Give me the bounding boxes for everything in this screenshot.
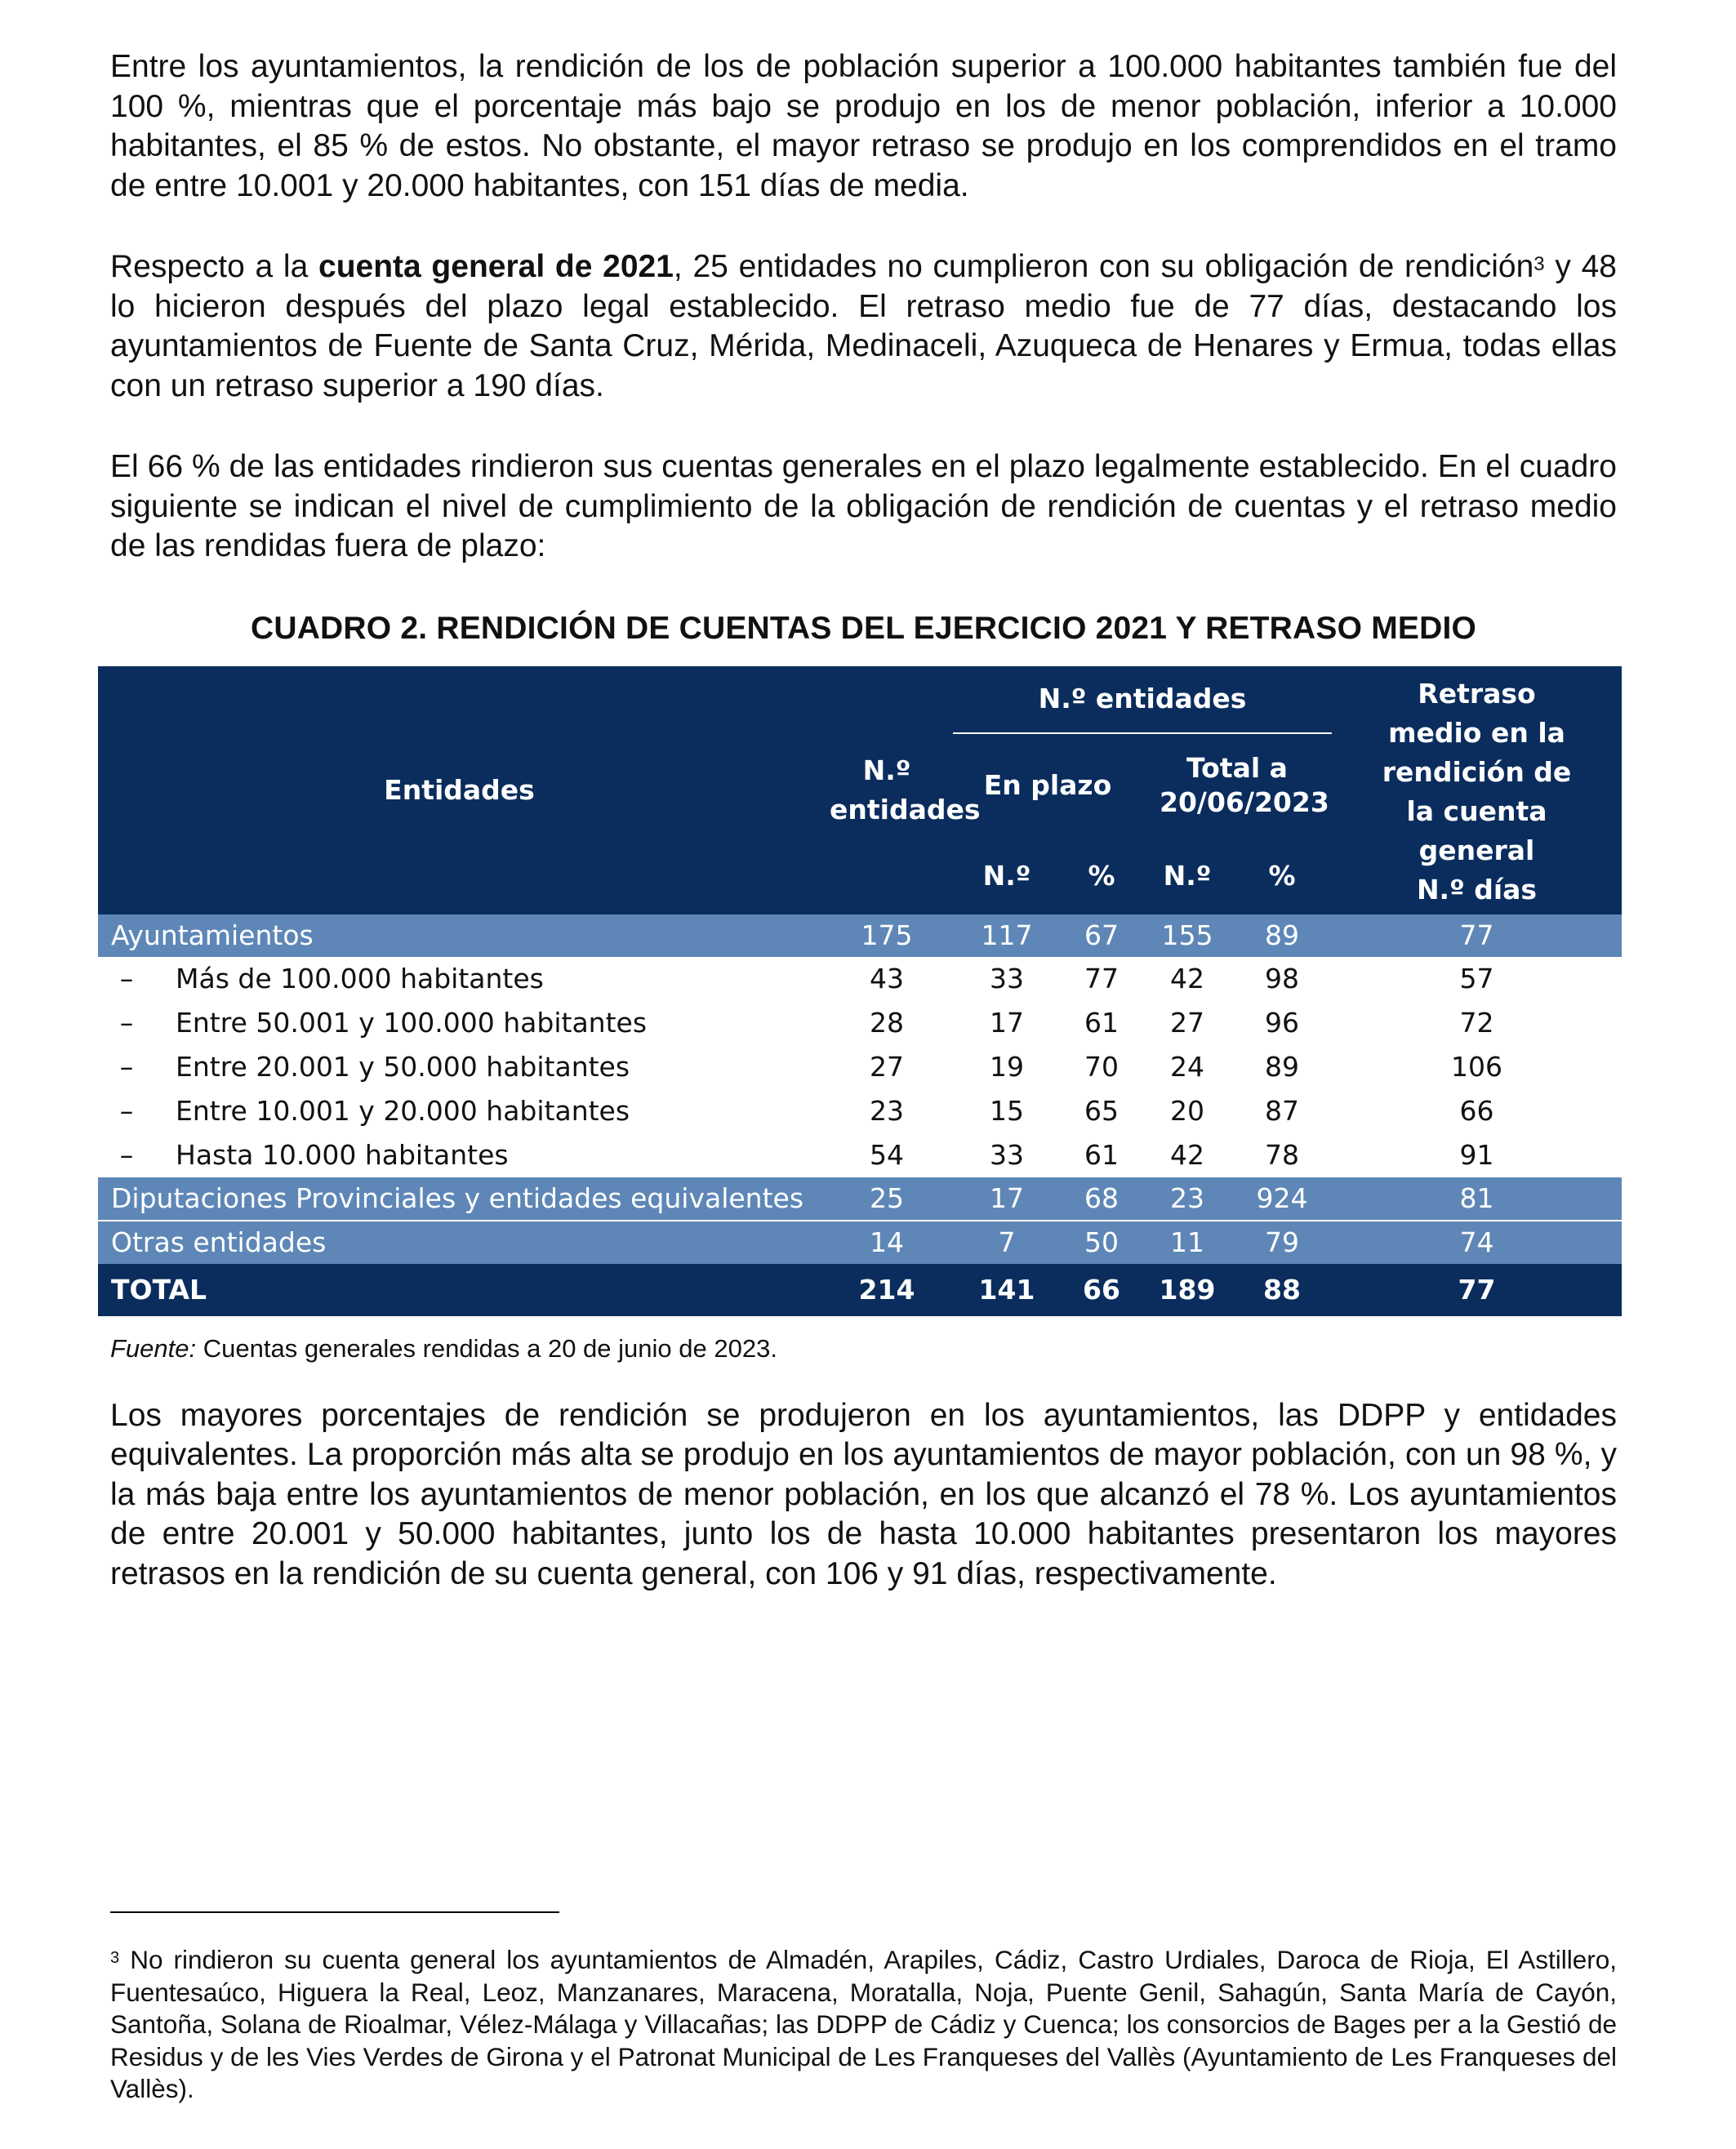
cell-n: 25 (821, 1177, 953, 1221)
cell-n-plazo: 17 (953, 1177, 1061, 1221)
cell-pct-plazo: 70 (1061, 1045, 1142, 1089)
header-total-a (1142, 733, 1332, 838)
footnote-reference[interactable]: 3 (1533, 253, 1545, 275)
cell-n-plazo: 33 (953, 1133, 1061, 1177)
cell-retraso: 74 (1332, 1221, 1622, 1264)
cell-pct-total: 924 (1232, 1177, 1332, 1221)
header-entidades: Entidades (384, 773, 535, 806)
row-label (98, 1089, 821, 1133)
cell-n: 214 (821, 1264, 953, 1316)
header-retraso-label: Retraso medio en la rendición de la cuenta general (1382, 677, 1572, 866)
cell-n-total: 20 (1142, 1089, 1232, 1133)
cell-pct-plazo: 77 (1061, 957, 1142, 1001)
header-group-n-entidades: N.º entidades (1038, 683, 1247, 715)
row-label: Ayuntamientos (98, 914, 821, 957)
cell-n-plazo: 117 (953, 914, 1061, 957)
cell-pct-plazo: 68 (1061, 1177, 1142, 1221)
dash-bullet: – (119, 1051, 134, 1083)
table-header-row-1 (98, 666, 1622, 733)
cell-n-total: 189 (1142, 1264, 1232, 1316)
p2-bold-cuenta-general: cuenta general de 2021 (318, 249, 674, 284)
table-row (98, 1089, 1622, 1133)
cell-pct-plazo: 50 (1061, 1221, 1142, 1264)
cell-retraso: 91 (1332, 1133, 1622, 1177)
cell-pct-total: 89 (1232, 914, 1332, 957)
cell-pct-plazo: 65 (1061, 1089, 1142, 1133)
header-n-total: N.º (1163, 859, 1212, 892)
table-title: CUADRO 2. RENDICIÓN DE CUENTAS DEL EJERCICIO 2021 Y RETRASO MEDIO (250, 610, 1477, 646)
header-retraso-unit: N.º días (1416, 873, 1538, 905)
table-row (98, 1001, 1622, 1045)
cell-pct-total: 98 (1232, 957, 1332, 1001)
row-label (98, 1045, 821, 1089)
footnote-mark: 3 (110, 1949, 120, 1967)
cell-n-plazo: 15 (953, 1089, 1061, 1133)
dash-bullet: – (119, 1007, 134, 1039)
row-label (98, 1133, 821, 1177)
table-row-total (98, 1264, 1622, 1316)
cell-n-total: 24 (1142, 1045, 1232, 1089)
table-row (98, 957, 1622, 1001)
footnote-3 (110, 1944, 1617, 2106)
cell-n-plazo: 33 (953, 957, 1061, 1001)
header-pct-plazo: % (1088, 859, 1115, 892)
cell-n: 175 (821, 914, 953, 957)
row-label-text: Entre 50.001 y 100.000 habitantes (176, 1007, 648, 1039)
cell-n: 27 (821, 1045, 953, 1089)
cell-n-plazo: 141 (953, 1264, 1061, 1316)
cell-retraso: 57 (1332, 957, 1622, 1001)
header-retraso-medio (1332, 666, 1622, 914)
row-label: TOTAL (98, 1264, 821, 1316)
p2-text-end: y 48 lo hicieron después del plazo legal establecido. El retraso medio fue de 77 días, destacando los ayuntamientos de Fuente de Santa Cruz, Mérida, Medinaceli, Azuqueca de Henares y Ermua, todas ellas con un retraso superior a 190 días. (110, 249, 1617, 403)
cell-retraso: 77 (1332, 914, 1622, 957)
row-label-text: Entre 10.001 y 20.000 habitantes (176, 1095, 630, 1127)
cell-pct-total: 88 (1232, 1264, 1332, 1316)
header-pct-total: % (1268, 859, 1296, 892)
cell-n-total: 155 (1142, 914, 1232, 957)
paragraph-ayuntamientos-rendicion: Entre los ayuntamientos, la rendición de los de población superior a 100.000 habitantes también fue del 100 %, mientras que el porcentaje más bajo se produjo en los de menor población, inferior a 10.000 habitantes, el 85 % de estos. No obstante, el mayor retraso se produjo en los comprendidos en el tramo de entre 10.001 y 20.000 habitantes, con 151 días de media. (110, 49, 1617, 203)
cell-n-plazo: 19 (953, 1045, 1061, 1089)
cell-pct-total: 89 (1232, 1045, 1332, 1089)
cell-pct-total: 96 (1232, 1001, 1332, 1045)
document-page (110, 47, 1617, 1594)
cell-n-total: 11 (1142, 1221, 1232, 1264)
dash-bullet: – (119, 963, 134, 994)
cell-pct-plazo: 61 (1061, 1001, 1142, 1045)
cell-pct-total: 78 (1232, 1133, 1332, 1177)
paragraph-entidades-plazo: El 66 % de las entidades rindieron sus cuentas generales en el plazo legalmente establecido. En el cuadro siguiente se indican el nivel de cumplimiento de la obligación de rendición de cuentas y el retraso medio de las rendidas fuera de plazo: (110, 449, 1617, 563)
header-n-plazo: N.º (982, 859, 1031, 892)
cell-pct-plazo: 61 (1061, 1133, 1142, 1177)
p2-text-start: Respecto a la (110, 249, 318, 284)
cell-retraso: 72 (1332, 1001, 1622, 1045)
table-row-ayuntamientos (98, 914, 1622, 957)
paragraph-cuenta-general-2021 (110, 247, 1617, 406)
footnote-separator (110, 1911, 559, 1913)
p2-text-mid: , 25 entidades no cumplieron con su obligación de rendición (673, 249, 1534, 284)
table-source (110, 1334, 1617, 1364)
cell-pct-plazo: 66 (1061, 1264, 1142, 1316)
row-label (98, 957, 821, 1001)
row-label-text: Entre 20.001 y 50.000 habitantes (176, 1051, 630, 1083)
cell-n-total: 27 (1142, 1001, 1232, 1045)
row-label-text: Más de 100.000 habitantes (176, 963, 544, 994)
source-label: Fuente: (110, 1333, 197, 1363)
cell-retraso: 66 (1332, 1089, 1622, 1133)
footnote-text: No rindieron su cuenta general los ayuntamientos de Almadén, Arapiles, Cádiz, Castro Urdiales, Daroca de Rioja, El Astillero, Fuentesaúco, Higuera la Real, Leoz, Manzanares, Maracena, Moratalla, Noja, Puente Genil, Sahagún, Santa María de Cayón, Santoña, Solana de Rioalmar, Vélez-Málaga y Villacañas; las DDPP de Cádiz y Cuenca; los consorcios de Bages per a la Gestió de Residus y de les Vies Verdes de Girona y el Patronat Municipal de Les Franqueses del Vallès (Ayuntamiento de Les Franqueses del Vallès). (110, 1945, 1617, 2103)
cell-n: 54 (821, 1133, 953, 1177)
cell-n-plazo: 17 (953, 1001, 1061, 1045)
cuadro-2-table (98, 666, 1622, 1316)
header-n-entidades-label: N.º entidades (830, 754, 981, 825)
cell-n: 28 (821, 1001, 953, 1045)
row-label-text: Hasta 10.000 habitantes (176, 1139, 509, 1171)
table-row (98, 1045, 1622, 1089)
cell-n-total: 42 (1142, 1133, 1232, 1177)
row-label (98, 1001, 821, 1045)
header-en-plazo: En plazo (953, 733, 1142, 838)
cell-n: 23 (821, 1089, 953, 1133)
cell-n: 14 (821, 1221, 953, 1264)
cell-retraso: 106 (1332, 1045, 1622, 1089)
paragraph-mayores-porcentajes: Los mayores porcentajes de rendición se produjeron en los ayuntamientos, las DDPP y entidades equivalentes. La proporción más alta se produjo en los ayuntamientos de mayor población, con un 98 %, y la más baja entre los ayuntamientos de menor población, en los que alcanzó el 78 %. Los ayuntamientos de entre 20.001 y 50.000 habitantes, junto los de hasta 10.000 habitantes presentaron los mayores retrasos en la rendición de su cuenta general, con 106 y 91 días, respectivamente. (110, 1397, 1617, 1591)
header-n-entidades (821, 666, 981, 914)
cell-pct-total: 87 (1232, 1089, 1332, 1133)
row-label: Otras entidades (98, 1221, 821, 1264)
cell-n: 43 (821, 957, 953, 1001)
dash-bullet: – (119, 1095, 134, 1127)
dash-bullet: – (119, 1139, 134, 1171)
table-row (98, 1133, 1622, 1177)
cell-n-plazo: 7 (953, 1221, 1061, 1264)
cell-n-total: 23 (1142, 1177, 1232, 1221)
cell-pct-total: 79 (1232, 1221, 1332, 1264)
table-row-diputaciones (98, 1177, 1622, 1221)
table-row-otras-entidades (98, 1221, 1622, 1264)
row-label: Diputaciones Provinciales y entidades equivalentes (98, 1177, 821, 1221)
cell-retraso: 77 (1332, 1264, 1622, 1316)
source-text: Cuentas generales rendidas a 20 de junio de 2023. (196, 1333, 777, 1363)
cell-n-total: 42 (1142, 957, 1232, 1001)
cell-retraso: 81 (1332, 1177, 1622, 1221)
cell-pct-plazo: 67 (1061, 914, 1142, 957)
header-total-a-label: Total a 20/06/2023 (1160, 752, 1329, 819)
